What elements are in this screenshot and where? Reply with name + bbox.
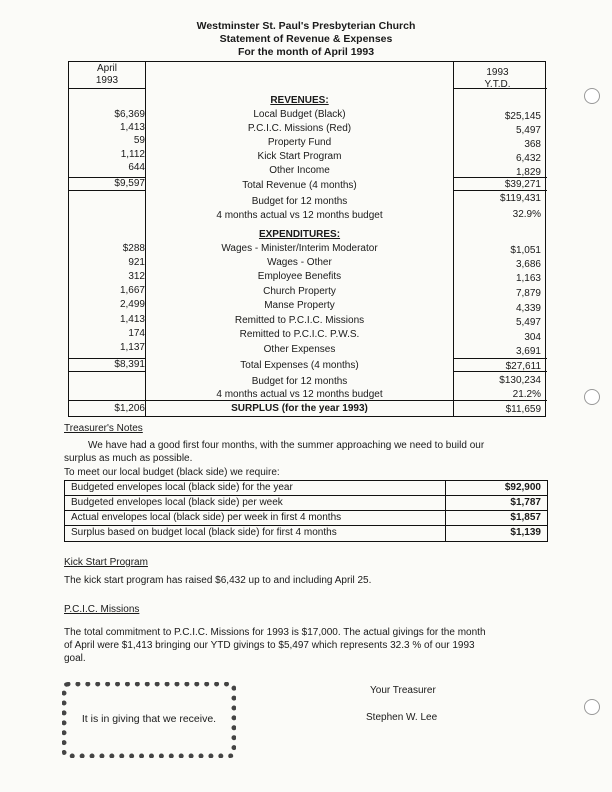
treasurer-notes-line2: surplus as much as possible. xyxy=(64,453,193,464)
revenue-april-value: 644 xyxy=(128,162,145,173)
expense-ytd-value: 304 xyxy=(524,332,541,343)
revenue-budget-ytd: $119,431 xyxy=(500,193,541,204)
missions-line2: of April were $1,413 bringing our YTD givings to $5,497 which represents 32.3 % of our 1993 xyxy=(64,640,475,651)
expense-ytd-value: 7,879 xyxy=(515,288,541,299)
revenue-april-value: 1,413 xyxy=(119,122,145,133)
revenue-expense-table xyxy=(68,61,546,417)
punch-hole-bottom xyxy=(584,699,600,715)
total-revenue-label: Total Revenue (4 months) xyxy=(242,180,357,191)
requirement-label: Actual envelopes local (black side) per week in first 4 months xyxy=(71,512,342,523)
right-col-header-year: 1993 xyxy=(486,67,509,78)
revenue-label: Property Fund xyxy=(267,137,332,148)
local-budget-requirements-table xyxy=(64,480,548,542)
treasurer-notes-intro: To meet our local budget (black side) we require: xyxy=(64,467,280,478)
expense-ytd-value: 4,339 xyxy=(515,303,541,314)
giving-quote: It is in giving that we receive. xyxy=(81,713,217,725)
requirement-value: $92,900 xyxy=(504,482,541,493)
expense-april-value: 1,667 xyxy=(119,285,145,296)
expense-ratio-label: 4 months actual vs 12 months budget xyxy=(216,389,383,400)
requirement-label: Budgeted envelopes local (black side) per week xyxy=(71,497,283,508)
total-expenses-ytd: $27,611 xyxy=(505,361,541,372)
revenue-label: Local Budget (Black) xyxy=(253,109,346,120)
expense-label: Church Property xyxy=(263,286,336,297)
expense-label: Remitted to P.C.I.C. P.W.S. xyxy=(239,329,360,340)
expense-label: Wages - Minister/Interim Moderator xyxy=(221,243,378,254)
expense-label: Employee Benefits xyxy=(257,271,342,282)
expense-april-value: $288 xyxy=(122,243,145,254)
missions-heading: P.C.I.C. Missions xyxy=(64,604,140,615)
revenue-ytd-value: $25,145 xyxy=(504,111,541,122)
total-expenses-label: Total Expenses (4 months) xyxy=(240,360,359,371)
expense-label: Other Expenses xyxy=(263,344,336,355)
surplus-ytd: $11,659 xyxy=(505,404,541,415)
expense-april-value: 921 xyxy=(128,257,145,268)
surplus-label: SURPLUS (for the year 1993) xyxy=(231,403,368,414)
expense-ytd-value: 5,497 xyxy=(515,317,541,328)
revenue-ytd-value: 5,497 xyxy=(515,125,541,136)
expense-label: Remitted to P.C.I.C. Missions xyxy=(234,315,365,326)
requirement-row xyxy=(65,496,547,511)
right-col-header-ytd: Y.T.D. xyxy=(484,79,511,90)
expense-april-value: 2,499 xyxy=(119,299,145,310)
treasurer-notes-heading: Treasurer's Notes xyxy=(64,423,143,434)
expense-ratio-ytd: 21.2% xyxy=(512,389,541,400)
expense-ytd-value: $1,051 xyxy=(510,245,541,256)
kick-start-heading: Kick Start Program xyxy=(64,557,148,568)
expense-ytd-value: 1,163 xyxy=(515,273,541,284)
revenue-ytd-value: 1,829 xyxy=(515,167,541,178)
revenue-budget-label: Budget for 12 months xyxy=(251,196,348,207)
statement-title: Statement of Revenue & Expenses xyxy=(219,33,393,45)
requirement-label: Surplus based on budget local (black side) for first 4 months xyxy=(71,527,337,538)
expense-budget-ytd: $130,234 xyxy=(499,375,541,386)
expenditures-heading: EXPENDITURES: xyxy=(258,229,341,240)
requirement-value: $1,857 xyxy=(510,512,541,523)
total-revenue-april: $9,597 xyxy=(114,178,145,189)
punch-hole-middle xyxy=(584,389,600,405)
revenue-ratio-label: 4 months actual vs 12 months budget xyxy=(216,210,383,221)
surplus-april: $1,206 xyxy=(114,403,145,414)
revenue-ytd-value: 368 xyxy=(524,139,541,150)
kick-start-text: The kick start program has raised $6,432 up to and including April 25. xyxy=(64,575,372,586)
left-col-header-month: April xyxy=(96,63,117,74)
expense-april-value: 1,413 xyxy=(119,314,145,325)
expense-label: Manse Property xyxy=(264,300,335,311)
requirement-label: Budgeted envelopes local (black side) for the year xyxy=(71,482,293,493)
quote-border-box xyxy=(62,682,236,758)
left-col-header-year: 1993 xyxy=(95,75,119,86)
missions-line3: goal. xyxy=(64,653,86,664)
revenue-ratio-ytd: 32.9% xyxy=(512,209,541,220)
requirement-value: $1,139 xyxy=(510,527,541,538)
expense-april-value: 1,137 xyxy=(119,342,145,353)
treasurer-notes-line1: We have had a good first four months, with the summer approaching we need to build our xyxy=(88,440,485,451)
punch-hole-top xyxy=(584,88,600,104)
revenue-april-value: 1,112 xyxy=(120,149,145,160)
missions-line1: The total commitment to P.C.I.C. Missions for 1993 is $17,000. The actual givings for the month xyxy=(64,627,486,638)
expense-ytd-value: 3,691 xyxy=(515,346,541,357)
revenue-ytd-value: 6,432 xyxy=(515,153,541,164)
requirement-value: $1,787 xyxy=(510,497,541,508)
revenue-label: P.C.I.C. Missions (Red) xyxy=(247,123,352,134)
revenues-heading: REVENUES: xyxy=(270,95,329,106)
expense-budget-label: Budget for 12 months xyxy=(251,376,348,387)
revenue-april-value: $6,369 xyxy=(114,109,145,120)
requirement-row xyxy=(65,481,547,496)
revenue-april-value: 59 xyxy=(133,135,145,146)
expense-april-value: 174 xyxy=(128,328,145,339)
total-expenses-april: $8,391 xyxy=(114,359,145,370)
expense-label: Wages - Other xyxy=(267,257,332,268)
requirement-row xyxy=(65,526,547,541)
revenue-label: Other Income xyxy=(269,165,330,176)
total-revenue-ytd: $39,271 xyxy=(504,179,541,190)
revenue-label: Kick Start Program xyxy=(257,151,342,162)
statement-period: For the month of April 1993 xyxy=(237,46,375,58)
requirement-row xyxy=(65,511,547,526)
church-name: Westminster St. Paul's Presbyterian Church xyxy=(196,20,416,32)
expense-april-value: 312 xyxy=(128,271,145,282)
expense-ytd-value: 3,686 xyxy=(515,259,541,270)
signature-closing: Your Treasurer xyxy=(370,685,436,696)
signature-name: Stephen W. Lee xyxy=(366,712,438,723)
